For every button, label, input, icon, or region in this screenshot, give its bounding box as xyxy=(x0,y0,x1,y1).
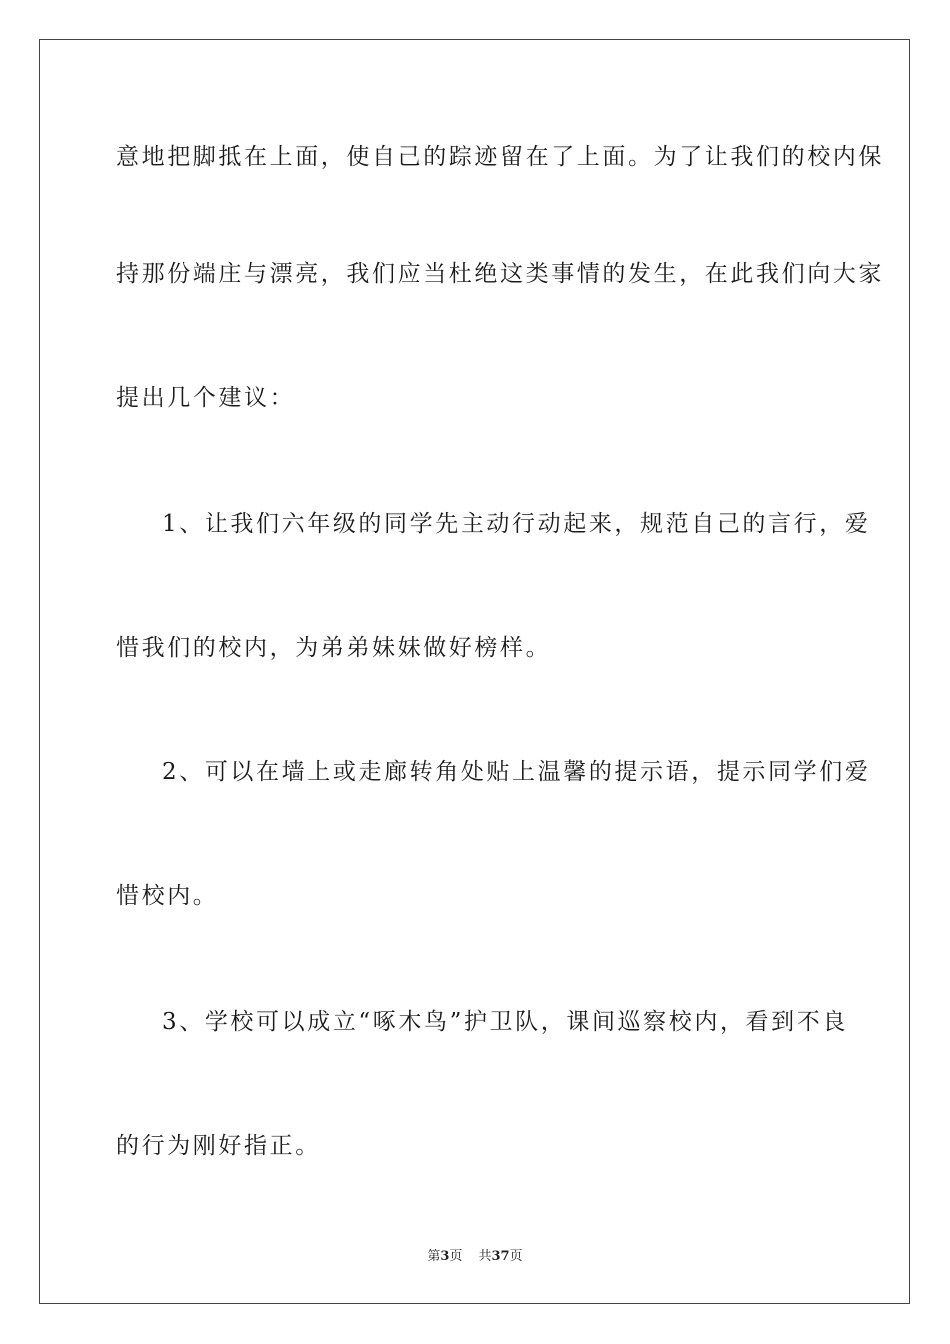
text-line-5: 惜我们的校内，为弟弟妹妹做好榜样。 xyxy=(116,635,552,661)
page-footer xyxy=(0,1248,950,1266)
text-line-2: 持那份端庄与漂亮，我们应当杜绝这类事情的发生，在此我们向大家 xyxy=(116,261,884,287)
text-line-3: 提出几个建议： xyxy=(116,385,296,411)
footer-page-number: 3 xyxy=(440,1249,450,1264)
text-line-1: 意地把脚抵在上面，使自己的踪迹留在了上面。为了让我们的校内保 xyxy=(116,144,884,170)
footer-total-prefix: 共 xyxy=(478,1249,492,1264)
footer-total-suffix: 页 xyxy=(509,1249,523,1264)
footer-page-suffix: 页 xyxy=(449,1249,463,1264)
page-border xyxy=(39,39,910,1304)
text-line-9: 的行为刚好指正。 xyxy=(116,1133,321,1159)
footer-page-prefix: 第 xyxy=(427,1249,441,1264)
text-line-6: 2、可以在墙上或走廊转角处贴上温馨的提示语，提示同学们爱 xyxy=(162,759,871,785)
text-line-4: 1、让我们六年级的同学先主动行动起来，规范自己的言行，爱 xyxy=(162,511,871,537)
footer-total-pages: 37 xyxy=(491,1249,510,1264)
text-line-7: 惜校内。 xyxy=(116,883,219,909)
text-line-8: 3、学校可以成立“啄木鸟”护卫队，课间巡察校内，看到不良 xyxy=(162,1009,848,1035)
